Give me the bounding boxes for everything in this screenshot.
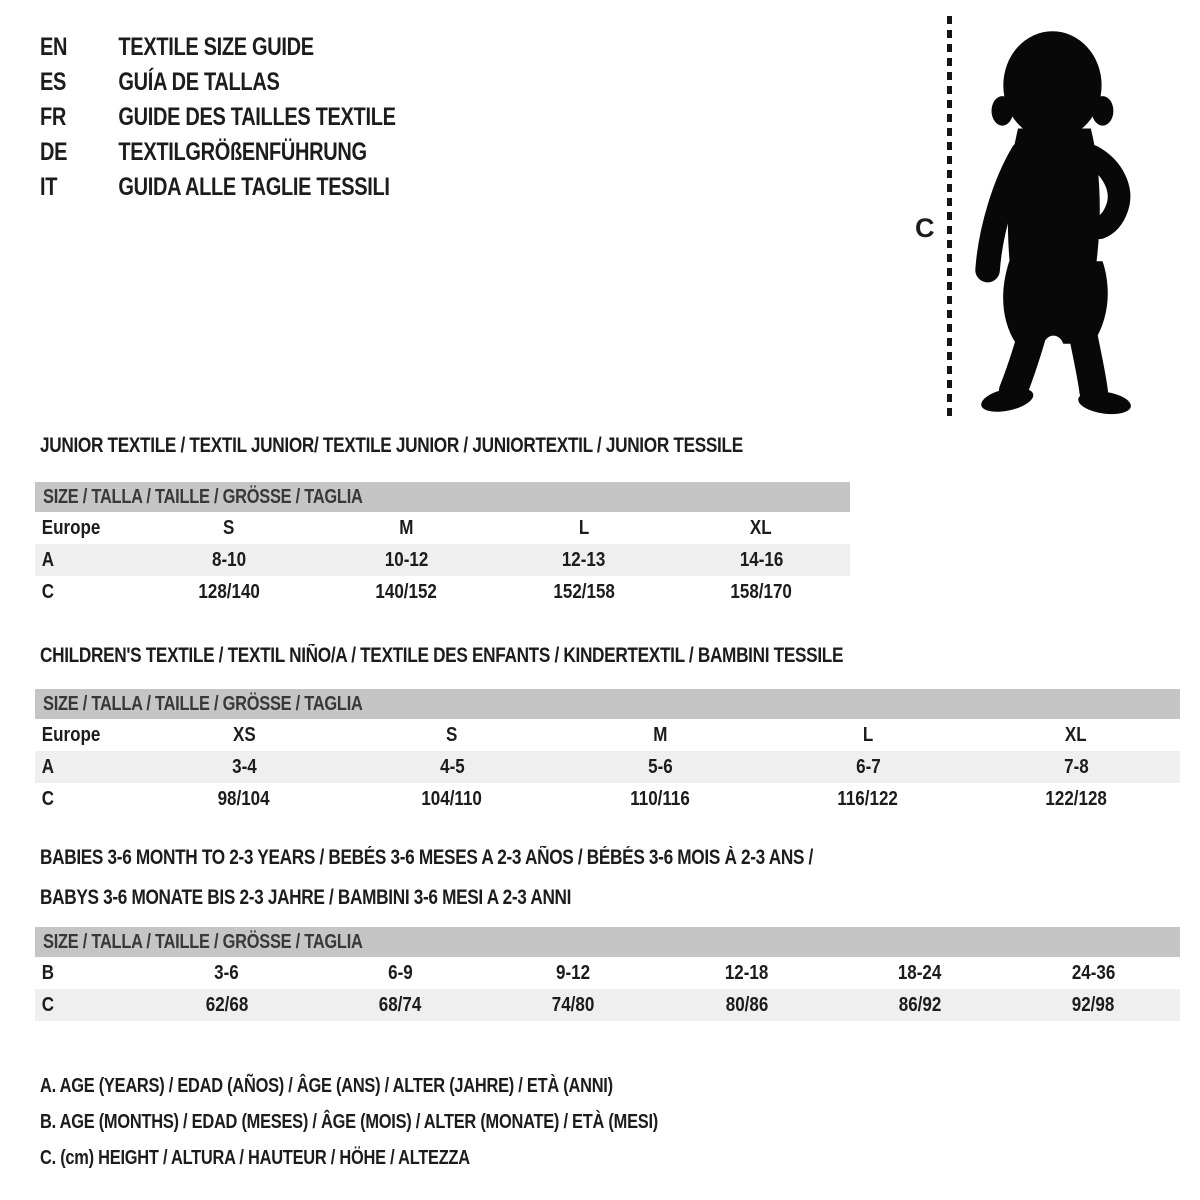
age-cell: 7-8: [1063, 755, 1089, 778]
age-cell: 24-36: [1071, 961, 1116, 984]
age-cell: 12-18: [724, 961, 769, 984]
table-row-height-cm: [35, 989, 1180, 1021]
table-row-age-months: [35, 957, 1180, 989]
language-code: DE: [40, 138, 68, 166]
height-cell: 116/122: [837, 787, 899, 810]
row-label: A: [41, 755, 55, 778]
guide-title-de: TEXTILGRÖßENFÜHRUNG: [118, 138, 367, 166]
babies-section-title-line1: BABIES 3-6 MONTH TO 2-3 YEARS / BEBÉS 3-6 MESES A 2-3 AÑOS / BÉBÉS 3-6 MOIS À 2-3 ANS /: [40, 846, 814, 869]
size-cell: L: [578, 516, 589, 539]
table-row-europe: [35, 512, 850, 544]
table-row-europe: [35, 719, 1180, 751]
row-label: B: [41, 961, 55, 984]
age-cell: 3-4: [231, 755, 257, 778]
height-measure-dashed-line: [947, 16, 952, 417]
guide-title-fr: GUIDE DES TAILLES TEXTILE: [118, 103, 396, 131]
height-cell: 128/140: [198, 580, 260, 603]
language-title-list: [40, 30, 485, 205]
language-row-es: [40, 65, 396, 100]
size-cell: S: [446, 723, 458, 746]
guide-title-it: GUIDA ALLE TAGLIE TESSILI: [118, 173, 390, 201]
children-size-table: [35, 689, 1180, 815]
size-header-band: [35, 482, 850, 512]
height-cell: 104/110: [421, 787, 483, 810]
size-cell: L: [862, 723, 874, 746]
language-code: IT: [40, 173, 58, 201]
babies-size-table: [35, 927, 1180, 1021]
height-cell: 62/68: [205, 993, 248, 1016]
size-cell: M: [399, 516, 414, 539]
table-row-height-cm: [35, 576, 850, 608]
size-header-label: SIZE / TALLA / TAILLE / GRÖSSE / TAGLIA: [43, 692, 363, 715]
language-code: FR: [40, 103, 67, 131]
table-row-age-years: [35, 751, 1180, 783]
row-label: C: [41, 993, 55, 1016]
babies-section-title-line2: BABYS 3-6 MONATE BIS 2-3 JAHRE / BAMBINI 3-6 MESI A 2-3 ANNI: [40, 886, 572, 909]
guide-title-es: GUÍA DE TALLAS: [118, 68, 280, 96]
size-cell: XL: [1065, 723, 1087, 746]
size-cell: S: [223, 516, 235, 539]
age-cell: 9-12: [556, 961, 591, 984]
size-header-band: [35, 689, 1180, 719]
size-cell: XL: [750, 516, 773, 539]
age-cell: 14-16: [739, 548, 783, 571]
row-label: Europe: [41, 516, 101, 539]
height-cell: 74/80: [552, 993, 595, 1016]
language-row-en: [40, 30, 396, 65]
age-cell: 6-9: [387, 961, 413, 984]
children-section-title: CHILDREN'S TEXTILE / TEXTIL NIÑO/A / TEXTILE DES ENFANTS / KINDERTEXTIL / BAMBINI TESSILE: [40, 644, 844, 667]
age-cell: 6-7: [855, 755, 881, 778]
junior-size-table: [35, 482, 850, 608]
row-label: Europe: [41, 723, 101, 746]
size-header-label: SIZE / TALLA / TAILLE / GRÖSSE / TAGLIA: [43, 485, 363, 508]
size-cell: XS: [232, 723, 256, 746]
height-cell: 158/170: [730, 580, 792, 603]
legend-line-b: B. AGE (MONTHS) / EDAD (MESES) / ÂGE (MOIS) / ALTER (MONATE) / ETÀ (MESI): [40, 1110, 658, 1133]
height-cell: 80/86: [725, 993, 768, 1016]
table-row-age-years: [35, 544, 850, 576]
height-cell: 110/116: [630, 787, 690, 810]
height-cell: 122/128: [1045, 787, 1107, 810]
age-cell: 18-24: [898, 961, 942, 984]
language-row-fr: [40, 100, 396, 135]
legend-line-c: C. (cm) HEIGHT / ALTURA / HAUTEUR / HÖHE / ALTEZZA: [40, 1146, 470, 1169]
toddler-silhouette-icon: [964, 17, 1136, 417]
language-row-de: [40, 135, 396, 170]
size-header-band: [35, 927, 1180, 957]
height-cell: 92/98: [1072, 993, 1115, 1016]
table-row-height-cm: [35, 783, 1180, 815]
height-cell: 98/104: [217, 787, 270, 810]
measurement-legend: [40, 1068, 794, 1176]
measure-c-label: C: [915, 213, 935, 243]
age-cell: 5-6: [647, 755, 673, 778]
language-code: ES: [40, 68, 67, 96]
row-label: C: [41, 787, 55, 810]
language-row-it: [40, 170, 396, 205]
size-header-label: SIZE / TALLA / TAILLE / GRÖSSE / TAGLIA: [43, 930, 363, 953]
language-code: EN: [40, 33, 68, 61]
age-cell: 8-10: [211, 548, 246, 571]
age-cell: 10-12: [384, 548, 428, 571]
height-cell: 86/92: [898, 993, 942, 1016]
legend-line-a: A. AGE (YEARS) / EDAD (AÑOS) / ÂGE (ANS) / ALTER (JAHRE) / ETÀ (ANNI): [40, 1074, 613, 1097]
size-cell: M: [652, 723, 668, 746]
height-cell: 152/158: [553, 580, 615, 603]
height-cell: 68/74: [378, 993, 422, 1016]
age-cell: 4-5: [439, 755, 465, 778]
age-cell: 12-13: [562, 548, 606, 571]
age-cell: 3-6: [214, 961, 239, 984]
height-cell: 140/152: [375, 580, 437, 603]
row-label: A: [41, 548, 55, 571]
junior-section-title: JUNIOR TEXTILE / TEXTIL JUNIOR/ TEXTILE JUNIOR / JUNIORTEXTIL / JUNIOR TESSILE: [40, 434, 743, 457]
row-label: C: [41, 580, 55, 603]
guide-title-en: TEXTILE SIZE GUIDE: [118, 33, 314, 61]
